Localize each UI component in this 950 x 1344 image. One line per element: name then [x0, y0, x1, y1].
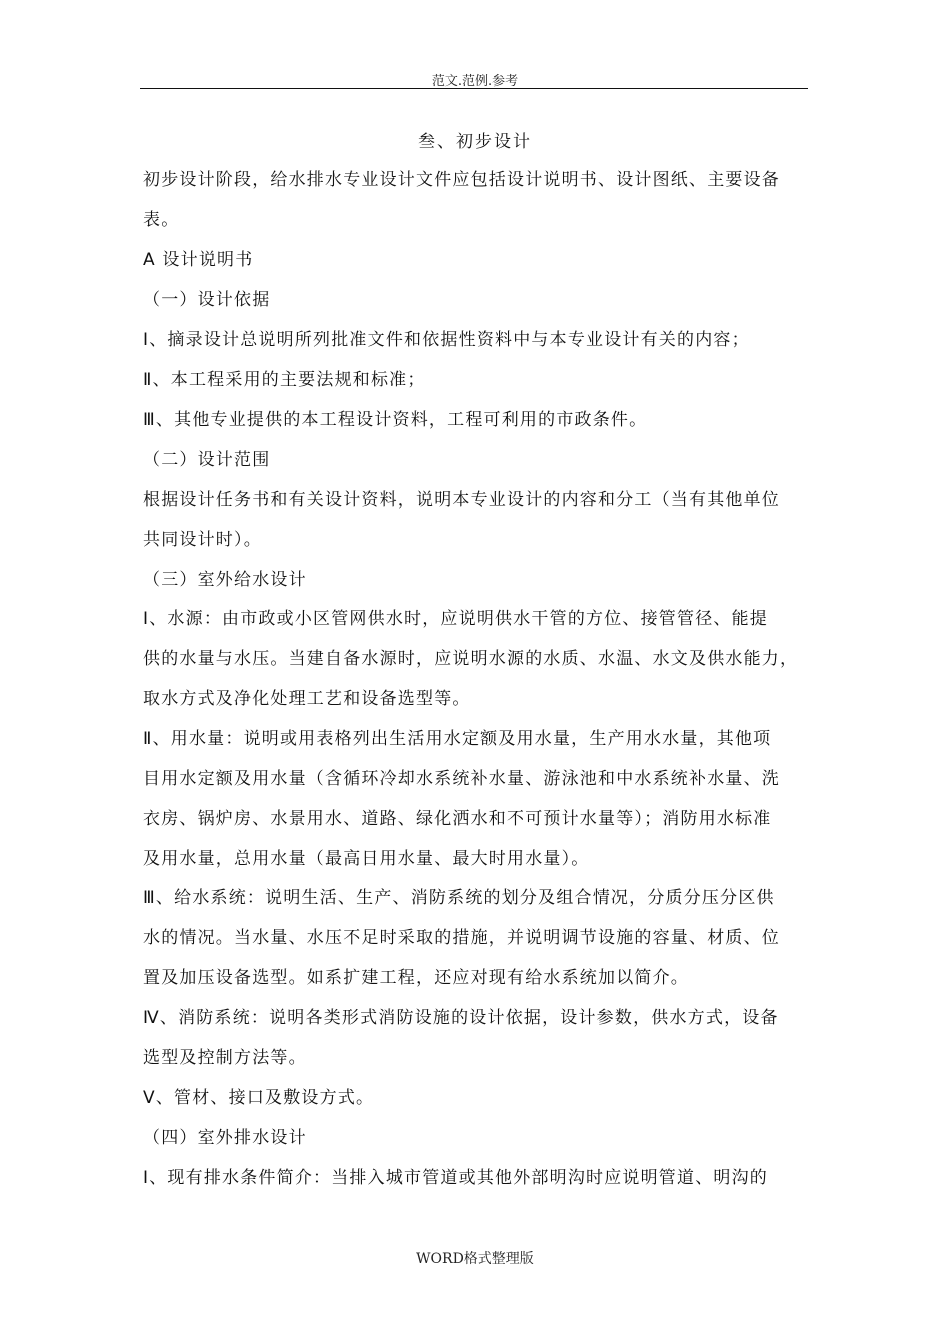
body-line: （二）设计范围: [143, 450, 271, 470]
body-line: Ⅳ、消防系统：说明各类形式消防设施的设计依据，设计参数，供水方式，设备: [143, 1008, 779, 1028]
body-line: Ⅰ、摘录设计总说明所列批准文件和依据性资料中与本专业设计有关的内容；: [143, 330, 750, 350]
body-line: Ⅲ、给水系统：说明生活、生产、消防系统的划分及组合情况，分质分压分区供: [143, 888, 775, 908]
body-line: Ⅱ、本工程采用的主要法规和标准；: [143, 370, 426, 390]
body-line: （一）设计依据: [143, 290, 271, 310]
body-line: Ⅲ、其他专业提供的本工程设计资料，工程可利用的市政条件。: [143, 410, 648, 430]
header-divider: [140, 88, 808, 89]
body-line: 水的情况。当水量、水压不足时采取的措施，并说明调节设施的容量、材质、位: [143, 928, 780, 948]
body-line: （四）室外排水设计: [143, 1128, 307, 1148]
body-line: 置及加压设备选型。如系扩建工程，还应对现有给水系统加以简介。: [143, 968, 689, 988]
body-line: Ⅰ、水源：由市政或小区管网供水时，应说明供水干管的方位、接管管径、能提: [143, 609, 769, 629]
page-footer: WORD格式整理版: [416, 1251, 534, 1267]
body-line: （三）室外给水设计: [143, 570, 307, 590]
body-line: Ⅰ、现有排水条件简介：当排入城市管道或其他外部明沟时应说明管道、明沟的: [143, 1168, 769, 1188]
body-line: 目用水定额及用水量（含循环冷却水系统补水量、游泳池和中水系统补水量、洗: [143, 769, 780, 789]
body-line: 初步设计阶段，给水排水专业设计文件应包括设计说明书、设计图纸、主要设备: [143, 170, 780, 190]
body-line: Ⅱ、用水量：说明或用表格列出生活用水定额及用水量，生产用水水量，其他项: [143, 729, 772, 749]
body-line: 共同设计时）。: [143, 530, 262, 550]
body-line: 供的水量与水压。当建自备水源时，应说明水源的水质、水温、水文及供水能力，: [143, 649, 799, 669]
body-line: 选型及控制方法等。: [143, 1048, 307, 1068]
body-line: 衣房、锅炉房、水景用水、道路、绿化洒水和不可预计水量等）；消防用水标准: [143, 809, 772, 829]
body-line: 表。: [143, 210, 180, 230]
body-line: Ⅴ、管材、接口及敷设方式。: [143, 1088, 375, 1108]
body-line: A 设计说明书: [143, 250, 254, 270]
body-line: 及用水量，总用水量（最高日用水量、最大时用水量）。: [143, 849, 590, 869]
body-line: 取水方式及净化处理工艺和设备选型等。: [143, 689, 471, 709]
body-line: 根据设计任务书和有关设计资料，说明本专业设计的内容和分工（当有其他单位: [143, 490, 780, 510]
header-text: 范文.范例.参考: [431, 74, 519, 89]
section-title: 叁、初步设计: [418, 132, 532, 152]
